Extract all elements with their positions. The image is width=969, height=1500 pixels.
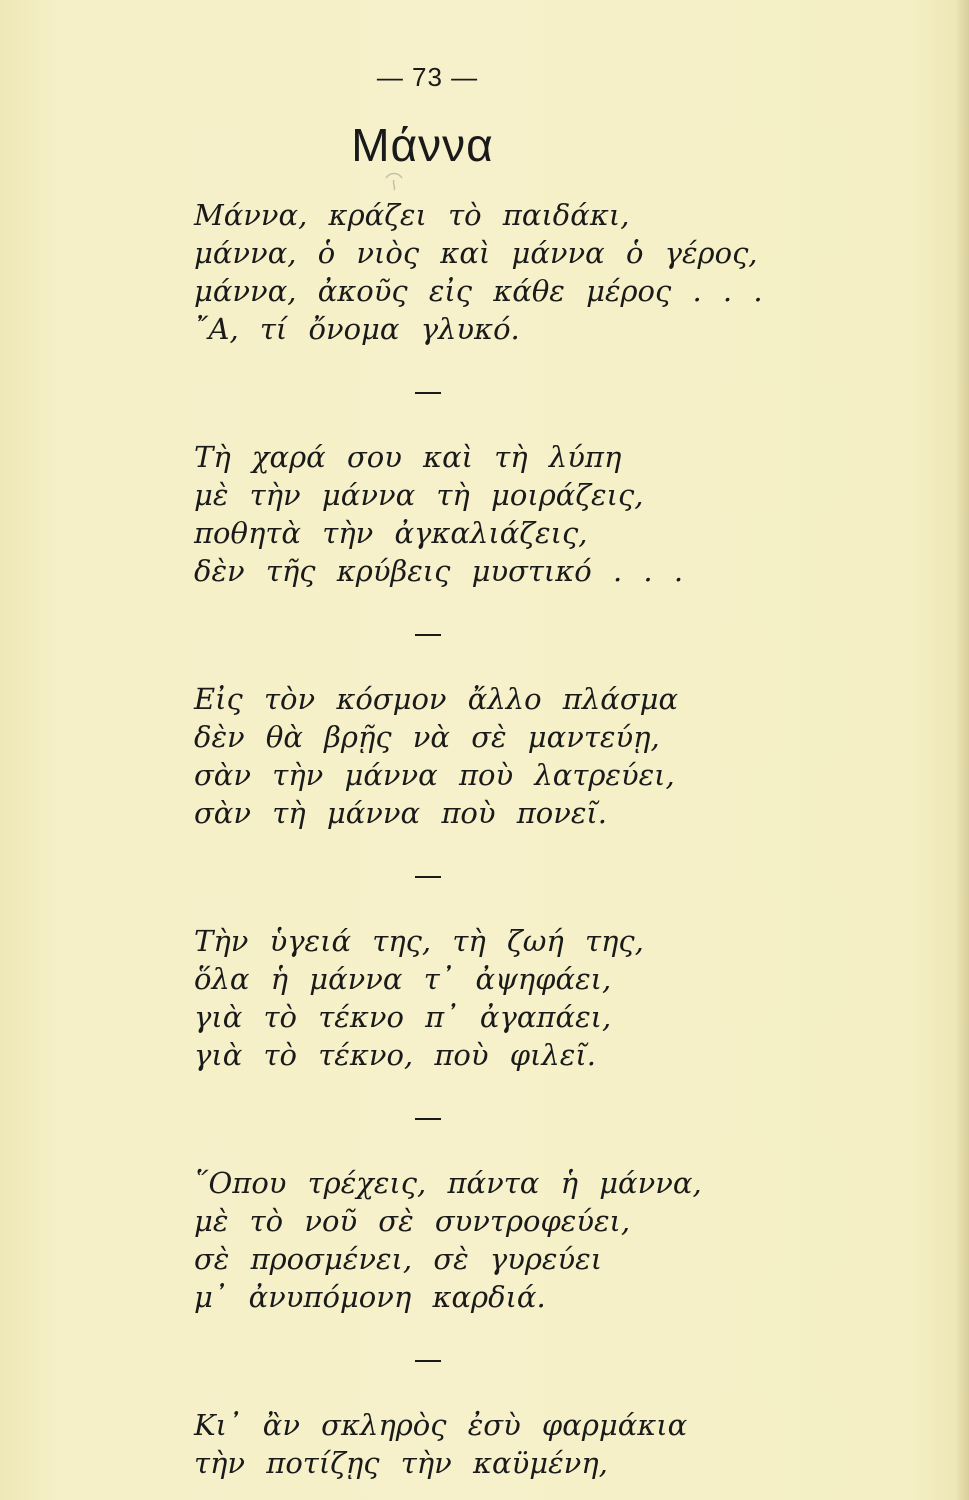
poem-line: σὰν τὴν μάννα ποὺ λατρεύει, xyxy=(194,758,675,792)
poem-line: ῞Οπου τρέχεις, πάντα ἡ μάννα, xyxy=(194,1166,702,1200)
poem-line: ποθητὰ τὴν ἀγκαλιάζεις, xyxy=(194,516,588,550)
stanza-divider xyxy=(415,634,441,636)
poem-line: μὲ τὴν μάννα τὴ μοιράζεις, xyxy=(194,478,644,512)
poem-title: Μάννα xyxy=(351,119,494,171)
poem-line: μάννα, ἀκοῦς εἰς κάθε μέρος . . . xyxy=(194,274,763,308)
stanza xyxy=(194,1164,814,1316)
poem-body xyxy=(194,196,814,1482)
poem-line: δὲν τῆς κρύβεις μυστικό . . . xyxy=(194,554,684,588)
stanza-divider xyxy=(415,1118,441,1120)
poem-line: σὰν τὴ μάννα ποὺ πονεῖ. xyxy=(194,796,608,830)
poem-line: Εἰς τὸν κόσμον ἄλλο πλάσμα xyxy=(194,682,679,716)
poem-line: Μάννα, κράζει τὸ παιδάκι, xyxy=(194,198,630,232)
page-number: — 73 — xyxy=(376,62,479,92)
stanza xyxy=(194,922,814,1074)
stanza xyxy=(194,196,814,348)
poem-line: μάννα, ὁ νιὸς καὶ μάννα ὁ γέρος, xyxy=(194,236,758,270)
poem-line: Τὴ χαρά σου καὶ τὴ λύπη xyxy=(194,440,622,474)
stanza xyxy=(194,438,814,590)
ink-smudge-mark xyxy=(384,170,404,192)
poem-line: δὲν θὰ βρῇς νὰ σὲ μαντεύῃ, xyxy=(194,720,660,754)
poem-line: Κι᾿ ἂν σκληρὸς ἐσὺ φαρμάκια xyxy=(194,1408,688,1442)
poem-line: τὴν ποτίζῃς τὴν καϋμένη, xyxy=(194,1446,608,1480)
poem-line: σὲ προσμένει, σὲ γυρεύει xyxy=(194,1242,603,1276)
poem-line: ὅλα ἡ μάννα τ᾿ ἀψηφάει, xyxy=(194,962,612,996)
poem-line: γιὰ τὸ τέκνο π᾿ ἀγαπάει, xyxy=(194,1000,612,1034)
stanza-divider xyxy=(415,1360,441,1362)
poem-line: γιὰ τὸ τέκνο, ποὺ φιλεῖ. xyxy=(194,1038,596,1072)
poem-line: μὲ τὸ νοῦ σὲ συντροφεύει, xyxy=(194,1204,631,1238)
poem-line: Τὴν ὑγειά της, τὴ ζωή της, xyxy=(194,924,644,958)
stanza-divider xyxy=(415,876,441,878)
page-edge-shadow xyxy=(955,0,969,1500)
poem-line: ῎Α, τί ὄνομα γλυκό. xyxy=(194,312,520,346)
stanza xyxy=(194,680,814,832)
stanza-divider xyxy=(415,392,441,394)
stanza xyxy=(194,1406,814,1482)
poem-line: μ᾿ ἀνυπόμονη καρδιά. xyxy=(194,1280,546,1314)
